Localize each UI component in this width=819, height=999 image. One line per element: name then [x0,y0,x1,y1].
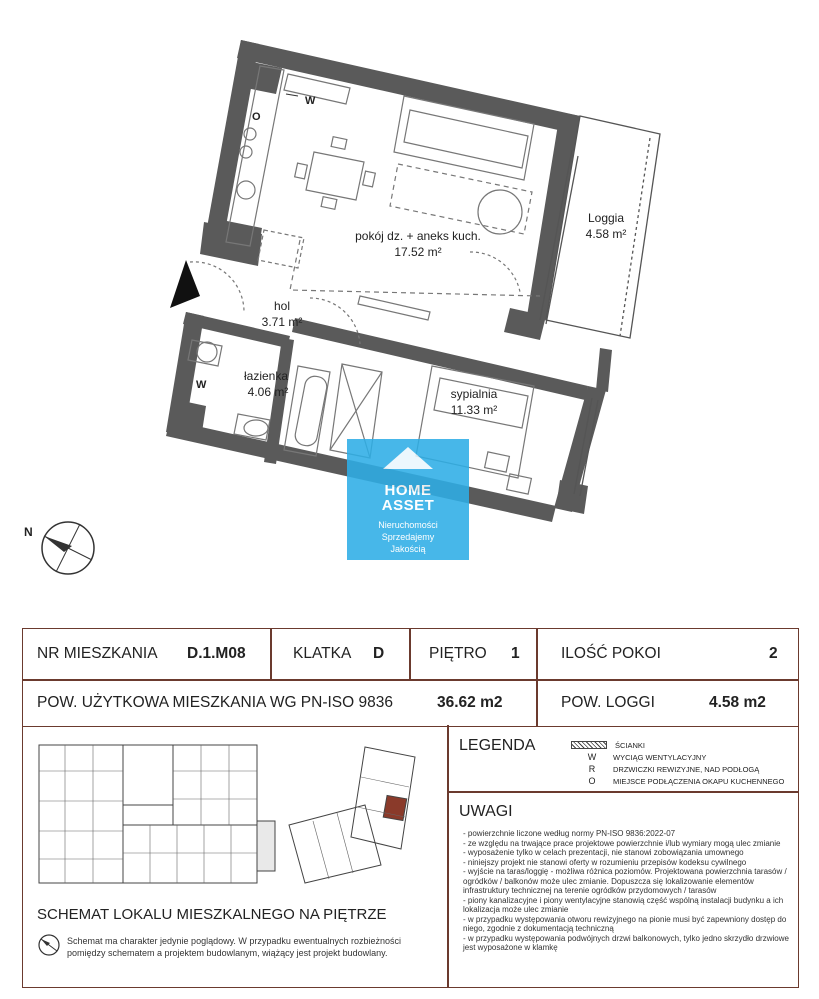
room-area-living: 17.52 m² [394,245,442,259]
watermark-line1: HOME [384,482,432,499]
legend-item [571,763,791,775]
uwagi-item: - wyjście na taras/loggię - możliwa różnica poziomów. Projektowana powierzchnia tarasów / ogródków / balkonów może ulec zmianie. Dopuszcza się lokalizowanie elementów infrastruktury technicznej na terenie ogródków przydomowych / tarasów [463,867,787,895]
uwagi-item: - ze względu na trwające prace projektowe powierzchnie i/lub wymiary mogą ulec zmianie [463,838,781,848]
marker-w-kitchen: W [305,95,316,107]
watermark-line3: Nieruchomości [378,520,438,530]
legend-symbol: R [588,763,596,774]
watermark-logo [347,439,469,560]
pietro-label: PIĘTRO [429,645,487,662]
uwagi-list [463,829,793,953]
bottom-section [22,725,799,988]
uwagi-title: UWAGI [459,803,513,820]
uwagi-item: - niniejszy projekt nie stanowi oferty w rozumieniu przepisów kodeksu cywilnego [463,857,747,867]
compass-letter: N [24,525,33,539]
legend-list [571,739,791,787]
uwagi-item: - w przypadku występowania otworu rewizyjnego na pionie musi być zapewniony dostęp do niego, zgodnie z dokumentacją techniczną [463,914,787,933]
loggia-value: 4.58 m2 [709,693,766,711]
room-label-hol: hol [273,299,291,313]
compass-small-icon [37,933,61,957]
uwagi-item: - powierzchnie liczone według normy PN-ISO 9836:2022-07 [463,829,676,838]
compass-icon [24,522,94,574]
legend-title: LEGENDA [459,737,536,754]
uwagi-item: - w przypadku występowania podwójnych drzwi balkonowych, tylko jedno skrzydło drzwiowe jest wyposażone w klamkę [463,933,789,952]
legend-symbol: W [587,751,597,762]
watermark-line4: Sprzedajemy [381,532,435,542]
legend-item [571,775,791,787]
room-label-living: pokój dz. + aneks kuch. [355,229,481,243]
pokoi-label: ILOŚĆ POKOI [561,645,661,662]
legend-text: ŚCIANKI [615,740,646,750]
room-area-hol: 3.71 m² [261,315,303,329]
floor-schema [35,741,435,891]
pow-value: 36.62 m2 [437,693,503,711]
room-area-bath: 4.06 m² [247,385,289,399]
pokoi-value: 2 [769,645,778,662]
room-label-loggia: Loggia [587,211,625,225]
schema-note: Schemat ma charakter jedynie poglądowy. W przypadku ewentualnych rozbieżności pomiędzy schematem a projektem budowlanym, wiążący jest projekt budowlany. [67,936,402,958]
entry-arrow-icon [170,260,200,308]
hatch-icon [571,741,607,749]
legend-item [571,739,791,751]
marker-w-bath: W [196,379,207,391]
watermark-line5: Jakością [390,544,426,554]
house-icon [383,447,433,469]
uwagi-item: - piony kanalizacyjne i piony wentylacyjne stanowią część wspólną instalacji budynku a ich lokalizacja może ulec zmianie [463,895,784,914]
nr-label: NR MIESZKANIA [37,645,158,662]
room-area-loggia: 4.58 m² [585,227,627,241]
pow-label: POW. UŻYTKOWA MIESZKANIA WG PN-ISO 9836 [37,693,393,711]
loggia-label: POW. LOGGI [561,693,655,711]
room-area-bedroom: 11.33 m² [450,403,498,417]
legend-text: DRZWICZKI REWIZYJNE, NAD PODŁOGĄ [613,764,760,774]
info-table [22,628,799,727]
nr-value: D.1.M08 [187,645,246,662]
klatka-label: KLATKA [293,645,352,662]
marker-o-kitchen: O [252,111,261,123]
watermark-line2: ASSET [381,497,435,514]
legend-text: WYCIĄG WENTYLACYJNY [613,752,707,762]
schema-title: SCHEMAT LOKALU MIESZKALNEGO NA PIĘTRZE [37,906,387,923]
legend-symbol: O [588,775,596,786]
room-label-bedroom: sypialnia [450,387,498,401]
room-label-bath: łazienka [243,369,289,383]
klatka-value: D [373,645,385,662]
legend-item [571,751,791,763]
pietro-value: 1 [511,645,520,662]
uwagi-item: - wyposażenie tylko w celach prezentacji, nie stanowi zobowiązania umownego [463,848,744,857]
legend-text: MIEJSCE PODŁĄCZENIA OKAPU KUCHENNEGO [613,776,785,786]
